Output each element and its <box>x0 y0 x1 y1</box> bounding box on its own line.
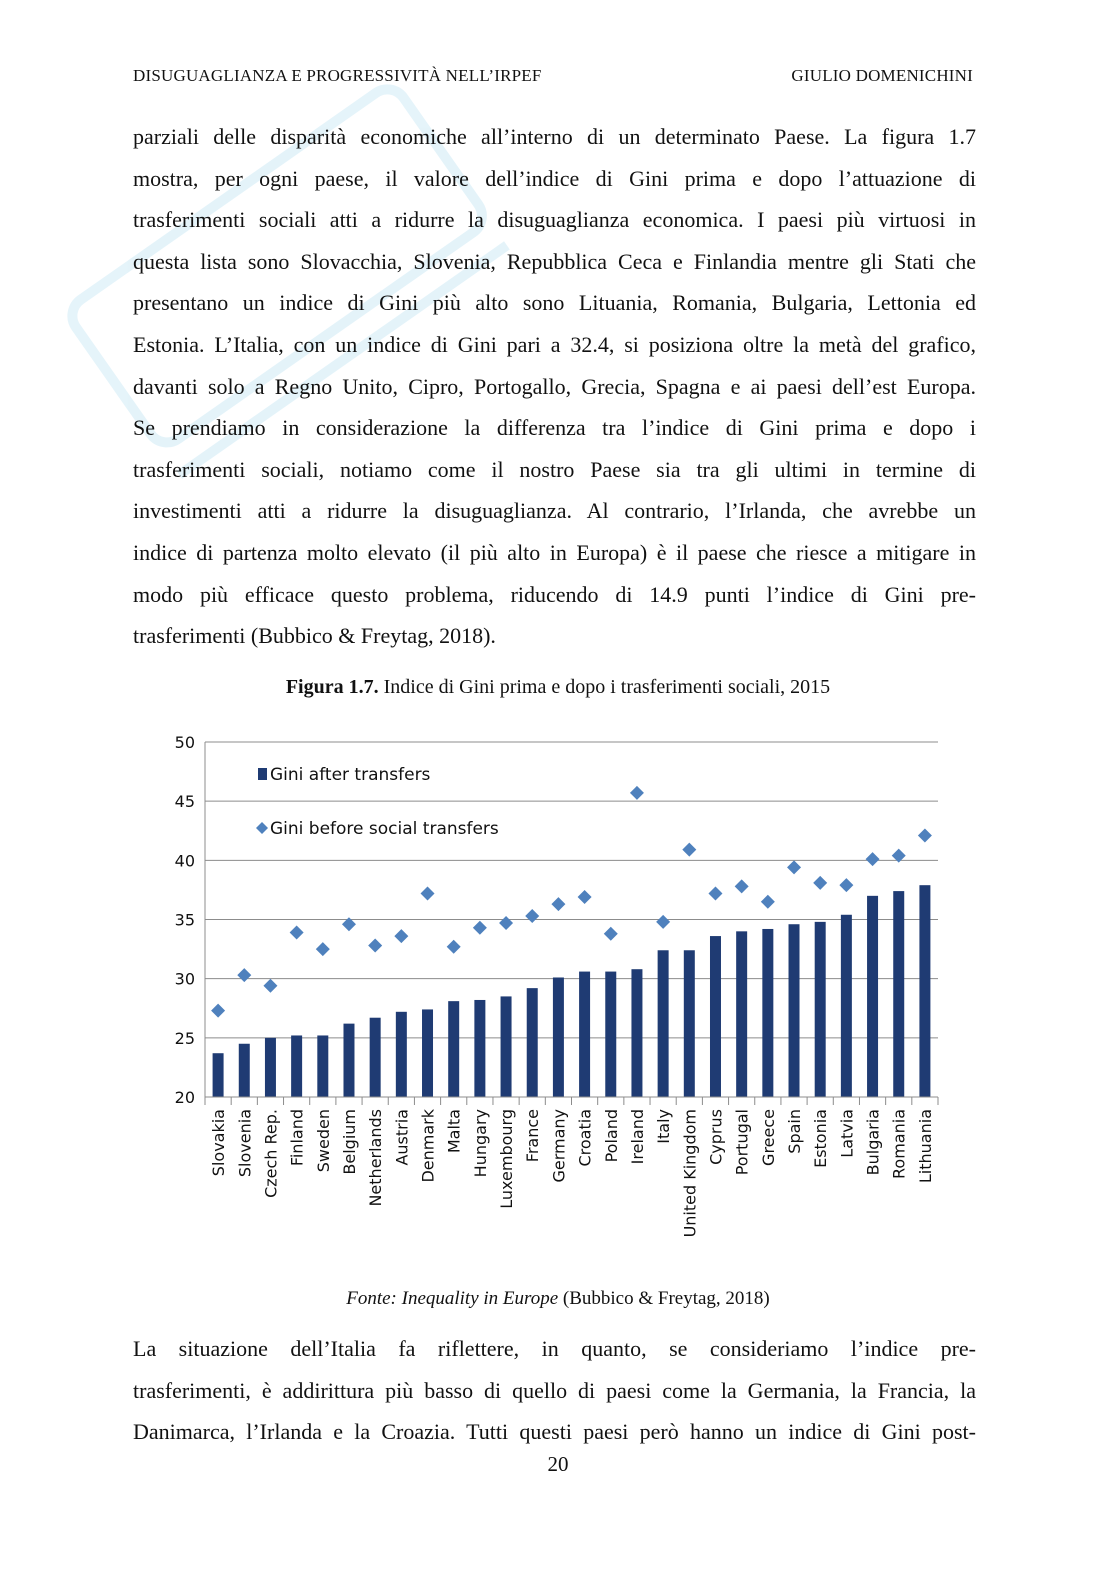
source-title: Fonte: Inequality in Europe <box>346 1288 559 1309</box>
text-line: La situazione dell’Italia fa riflettere, in quanto, se consideriamo l’indice pre- <box>133 1336 976 1361</box>
gini-chart <box>150 720 950 1265</box>
marker-gini-before <box>578 890 592 904</box>
figure-title: Indice di Gini prima e dopo i trasferimenti sociali, 2015 <box>383 676 831 698</box>
source-citation: (Bubbico & Freytag, 2018) <box>562 1288 770 1309</box>
x-tick-label: Slovenia <box>235 1109 255 1178</box>
marker-gini-before <box>787 860 801 874</box>
y-tick-label: 30 <box>174 969 195 989</box>
figure-label: Figura 1.7. <box>285 676 379 698</box>
bar-gini-after <box>919 885 930 1097</box>
marker-gini-before <box>316 942 330 956</box>
bar-gini-after <box>291 1035 302 1097</box>
marker-gini-before <box>656 915 670 929</box>
marker-gini-before <box>421 886 435 900</box>
x-tick-label: Finland <box>287 1109 307 1167</box>
x-tick-label: Romania <box>889 1109 909 1179</box>
running-header <box>133 66 973 90</box>
marker-gini-before <box>263 979 277 993</box>
bar-gini-after <box>501 996 512 1097</box>
x-tick-label: Malta <box>444 1109 464 1154</box>
legend-diamond-swatch <box>256 822 268 834</box>
x-tick-label: Latvia <box>837 1109 857 1158</box>
x-tick-label: Portugal <box>732 1109 752 1176</box>
marker-gini-before <box>918 828 932 842</box>
text-line: trasferimenti sociali atti a ridurre la disuguaglianza economica. I paesi più virtuosi in <box>133 207 976 233</box>
bar-gini-after <box>605 972 616 1097</box>
marker-gini-before <box>290 926 304 940</box>
x-tick-label: Lithuania <box>915 1109 935 1184</box>
x-tick-label: Slovakia <box>209 1109 229 1177</box>
marker-gini-before <box>473 921 487 935</box>
x-tick-label: Belgium <box>339 1109 359 1175</box>
x-tick-label: Bulgaria <box>863 1109 883 1176</box>
marker-gini-before <box>708 886 722 900</box>
bar-gini-after <box>239 1044 250 1097</box>
text-line: modo più efficace questo problema, riducendo di 14.9 punti l’indice di Gini pre- <box>133 581 976 607</box>
x-tick-label: France <box>523 1109 543 1163</box>
y-tick-label: 35 <box>174 910 195 930</box>
bar-gini-after <box>893 891 904 1097</box>
y-tick-label: 50 <box>174 733 195 752</box>
x-tick-label: Poland <box>601 1109 621 1163</box>
bar-gini-after <box>422 1009 433 1097</box>
x-tick-label: United Kingdom <box>680 1109 700 1238</box>
bar-gini-after <box>343 1024 354 1097</box>
x-tick-label: Greece <box>758 1109 778 1166</box>
marker-gini-before <box>525 909 539 923</box>
bar-gini-after <box>553 977 564 1097</box>
bar-gini-after <box>448 1001 459 1097</box>
marker-gini-before <box>237 968 251 982</box>
figure-source <box>0 1288 1116 1310</box>
text-line: mostra, per ogni paese, il valore dell’indice di Gini prima e dopo l’attuazione di <box>133 165 976 191</box>
text-line: indice di partenza molto elevato (il più alto in Europa) è il paese che riesce a mitigare in <box>133 540 976 565</box>
bar-gini-after <box>762 929 773 1097</box>
page-number: 20 <box>547 1452 569 1476</box>
marker-gini-before <box>630 786 644 800</box>
text-line: questa lista sono Slovacchia, Slovenia, Repubblica Ceca e Finlandia mentre gli Stati che <box>133 248 976 274</box>
x-tick-label: Germany <box>549 1109 569 1183</box>
header-author: GIULIO DOMENICHINI <box>791 66 973 85</box>
legend-label-after: Gini after transfers <box>270 765 431 785</box>
marker-gini-before <box>813 876 827 890</box>
bar-gini-after <box>658 950 669 1097</box>
figure-caption <box>0 676 1116 699</box>
y-tick-label: 40 <box>174 851 195 871</box>
x-tick-label: Denmark <box>418 1109 438 1183</box>
y-tick-label: 25 <box>174 1028 195 1048</box>
bar-gini-after <box>684 950 695 1097</box>
x-tick-label: Austria <box>392 1109 412 1166</box>
legend-bar-swatch <box>258 768 267 780</box>
bar-gini-after <box>527 988 538 1097</box>
bar-gini-after <box>396 1012 407 1097</box>
bar-gini-after <box>579 972 590 1097</box>
y-tick-label: 20 <box>174 1088 195 1107</box>
text-line: trasferimenti sociali, notiamo come il nostro Paese sia tra gli ultimi in termine di <box>133 456 976 482</box>
x-tick-label: Italy <box>654 1109 674 1144</box>
header-title: DISUGUAGLIANZA E PROGRESSIVITÀ NELL’IRPEF <box>133 66 542 85</box>
marker-gini-before <box>604 927 618 941</box>
x-tick-label: Croatia <box>575 1109 595 1167</box>
bar-gini-after <box>841 915 852 1097</box>
bar-gini-after <box>789 924 800 1097</box>
x-tick-label: Luxembourg <box>497 1109 517 1209</box>
marker-gini-before <box>682 843 696 857</box>
bar-gini-after <box>710 936 721 1097</box>
marker-gini-before <box>447 940 461 954</box>
marker-gini-before <box>866 852 880 866</box>
text-line: investimenti atti a ridurre la disuguaglianza. Al contrario, l’Irlanda, che avrebbe un <box>133 498 976 524</box>
marker-gini-before <box>839 878 853 892</box>
x-tick-label: Estonia <box>811 1109 831 1168</box>
marker-gini-before <box>394 929 408 943</box>
bar-gini-after <box>213 1053 224 1097</box>
bar-gini-after <box>815 922 826 1097</box>
marker-gini-before <box>551 897 565 911</box>
text-line: trasferimenti (Bubbico & Freytag, 2018). <box>133 623 496 649</box>
x-tick-label: Sweden <box>313 1109 333 1173</box>
marker-gini-before <box>499 916 513 930</box>
bar-gini-after <box>370 1018 381 1097</box>
text-line: davanti solo a Regno Unito, Cipro, Portogallo, Grecia, Spagna e ai paesi dell’est Europa. <box>133 373 976 399</box>
marker-gini-before <box>761 895 775 909</box>
text-line: trasferimenti, è addirittura più basso di quello di paesi come la Germania, la Francia, la <box>133 1377 976 1403</box>
bar-gini-after <box>867 896 878 1097</box>
bar-gini-after <box>736 931 747 1097</box>
text-line: parziali delle disparità economiche all’interno di un determinato Paese. La figura 1.7 <box>133 124 976 149</box>
marker-gini-before <box>735 879 749 893</box>
marker-gini-before <box>211 1004 225 1018</box>
bar-gini-after <box>317 1035 328 1097</box>
x-tick-label: Czech Rep. <box>261 1109 281 1198</box>
y-tick-label: 45 <box>174 792 195 812</box>
x-tick-label: Ireland <box>627 1109 647 1165</box>
text-line: presentano un indice di Gini più alto sono Lituania, Romania, Bulgaria, Lettonia ed <box>133 290 976 316</box>
x-tick-label: Hungary <box>470 1109 490 1178</box>
marker-gini-before <box>368 939 382 953</box>
x-tick-label: Cyprus <box>706 1109 726 1165</box>
bar-gini-after <box>265 1038 276 1097</box>
legend-label-before: Gini before social transfers <box>270 819 499 839</box>
bar-gini-after <box>474 1000 485 1097</box>
text-line: Se prendiamo in considerazione la differenza tra l’indice di Gini prima e dopo i <box>133 415 976 441</box>
x-tick-label: Netherlands <box>366 1109 386 1207</box>
text-line: Danimarca, l’Irlanda e la Croazia. Tutti questi paesi però hanno un indice di Gini post- <box>133 1419 976 1445</box>
x-tick-label: Spain <box>785 1109 805 1154</box>
bar-gini-after <box>631 969 642 1097</box>
text-line: Estonia. L’Italia, con un indice di Gini pari a 32.4, si posiziona oltre la metà del grafico, <box>133 332 976 357</box>
